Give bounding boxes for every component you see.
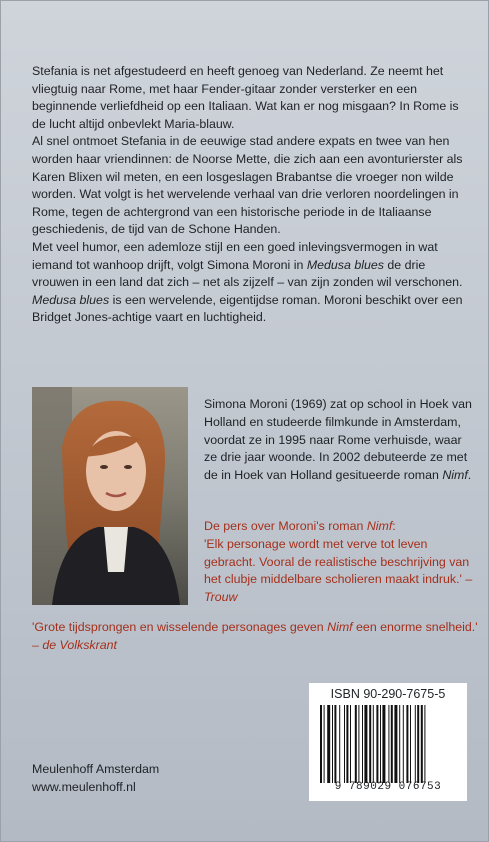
author-portrait-image — [32, 387, 188, 605]
barcode-icon — [317, 705, 459, 783]
blurb-paragraph-2: Al snel ontmoet Stefania in de eeuwige stad andere expats en twee van hen worden haar vriendinnen: de Noorse Mette, die zich aan een avonturierster als Karen Blixen wil meten, en een losgeslagen Brabantse die vroeger non wilde worden. Wat volgt is het wervelende verhaal van drie verloren noordelingen in Rome, tegen de achtergrond van een historische periode in de Italiaanse geschiedenis, de tijd van de Schone Handen. — [32, 134, 463, 237]
blurb-paragraph-3: Met veel humor, een ademloze stijl en een goed inlevingsvermogen in wat iemand tot wanhoop drijft, volgt Simona Moroni in Medusa blues de drie vrouwen in een land dat zich – net als zijzelf – van zijn zonden wil verschonen. — [32, 239, 463, 290]
book-title: Nimf — [442, 468, 468, 483]
isbn-number: ISBN 90-290-7675-5 — [330, 687, 446, 701]
press-heading: De pers over Moroni's roman Nimf: — [204, 519, 396, 533]
press-quote-trouw: 'Elk personage wordt met verve tot leven gebracht. Vooral de realistische beschrijving van het clubje middelbare scholieren maakt indruk.' – Trouw — [204, 536, 473, 605]
barcode-box — [309, 683, 467, 801]
press-quotes — [204, 518, 474, 607]
author-photo — [32, 387, 188, 605]
quote-source: Trouw — [204, 590, 238, 605]
quote-source: – de Volkskrant — [32, 637, 117, 652]
blurb-paragraph-1: Stefania is net afgestudeerd en heeft genoeg van Nederland. Ze neemt het vliegtuig naar Rome, met haar Fender-gitaar zonder versterker en een beginnende verliefdheid op een Italiaan. Wat kan er nog misgaan? In Rome is de lucht altijd onbevlekt Maria-blauw. — [32, 64, 459, 131]
blurb-text — [32, 63, 472, 327]
publisher-name: Meulenhoff Amsterdam — [32, 762, 160, 776]
press-quote-volkskrant: 'Grote tijdsprongen en wisselende personages geven Nimf een enorme snelheid.' – de Volkskrant — [32, 619, 482, 655]
book-title: Medusa blues — [32, 292, 110, 307]
publisher-url: www.meulenhoff.nl — [32, 780, 136, 794]
blurb-paragraph-4: Medusa blues is een wervelende, eigentijdse roman. Moroni beschikt over een Bridget Jones-achtige vaart en luchtigheid. — [32, 292, 463, 325]
ean-number: 9 789029 076753 — [334, 781, 442, 793]
publisher-info — [32, 760, 159, 796]
author-bio: Simona Moroni (1969) zat op school in Hoek van Holland en studeerde filmkunde in Amsterdam, voordat ze in 1995 naar Rome verhuisde, waar ze drie jaar woonde. In 2002 debuteerde ze met de in Hoek van Holland gesitueerde roman Nimf. — [204, 397, 472, 483]
book-title: Medusa blues — [306, 257, 384, 272]
